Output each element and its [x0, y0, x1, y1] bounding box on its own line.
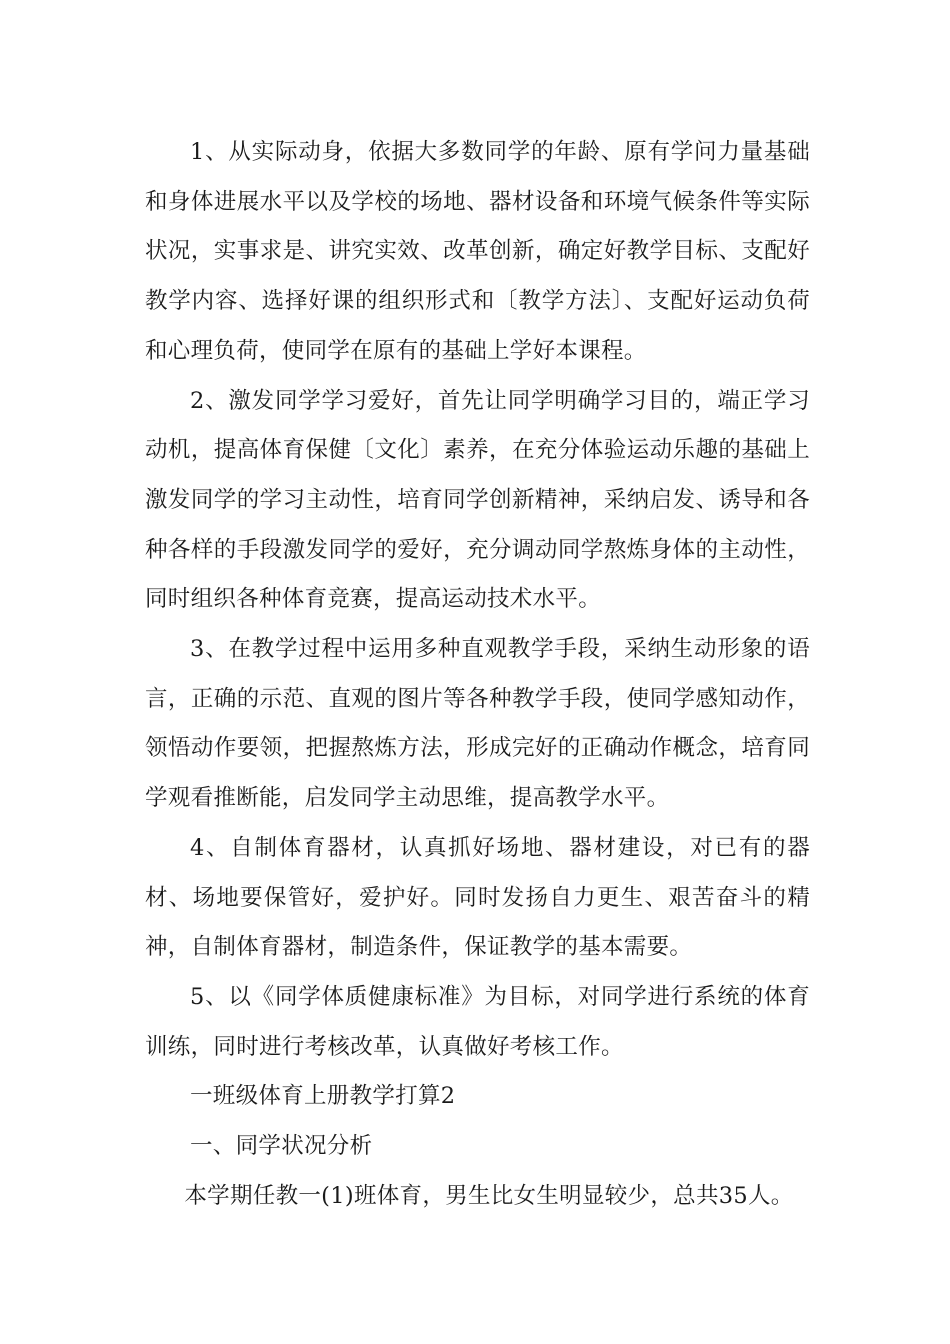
paragraph-5: 5、以《同学体质健康标准》为目标，对同学进行系统的体育训练，同时进行考核改革，认真做好考核工作。 — [145, 983, 810, 1060]
intro-line: 本学期任教一(1)班体育，男生比女生明显较少，总共35人。 — [184, 1182, 794, 1209]
paragraph-3: 3、在教学过程中运用多种直观教学手段，采纳生动形象的语言，正确的示范、直观的图片等各种教学手段，使同学感知动作，领悟动作要领，把握熬炼方法，形成完好的正确动作概念，培育同学观看推断能，启发同学主动思维，提高教学水平。 — [145, 636, 810, 812]
paragraph-1: 1、从实际动身，依据大多数同学的年龄、原有学问力量基础和身体进展水平以及学校的场地、器材设备和环境气候条件等实际状况，实事求是、讲究实效、改革创新，确定好教学目标、支配好教学内容、选择好课的组织形式和〔教学方法〕、支配好运动负荷和心理负荷，使同学在原有的基础上学好本课程。 — [145, 139, 810, 364]
paragraph-2: 2、激发同学学习爱好，首先让同学明确学习目的，端正学习动机，提高体育保健〔文化〕素养，在充分体验运动乐趣的基础上激发同学的学习主动性，培育同学创新精神，采纳启发、诱导和各种各样的手段激发同学的爱好，充分调动同学熬炼身体的主动性，同时组织各种体育竞赛，提高运动技术水平。 — [145, 387, 810, 613]
document-page — [145, 128, 810, 1221]
paragraph-4: 4、自制体育器材，认真抓好场地、器材建设，对已有的器材、场地要保管好，爱护好。同时发扬自力更生、艰苦奋斗的精神，自制体育器材，制造条件，保证教学的基本需要。 — [145, 834, 810, 961]
plan-heading: 一班级体育上册教学打算2 — [190, 1083, 456, 1110]
section-heading: 一、同学状况分析 — [190, 1133, 373, 1160]
